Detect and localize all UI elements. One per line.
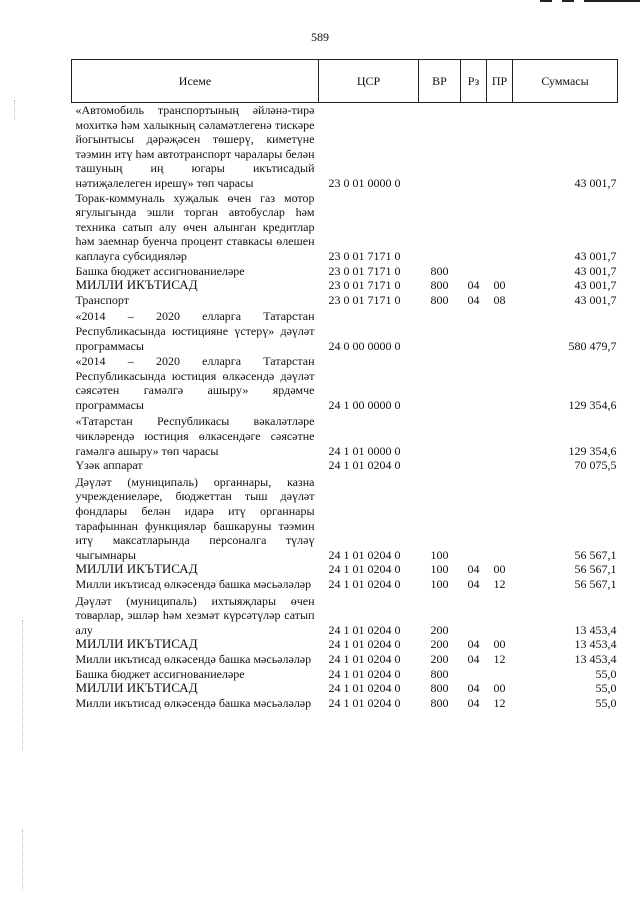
row-pr: 08	[493, 292, 506, 307]
row-pr	[487, 592, 513, 638]
row-pr: 00	[493, 681, 506, 696]
table-row	[72, 293, 618, 308]
row-sum: 55,0	[595, 695, 617, 710]
row-pr: 12	[493, 695, 506, 710]
row-name: Башка бюджет ассигнованиеләре	[75, 666, 245, 681]
budget-table	[71, 59, 618, 710]
margin-mark	[22, 620, 24, 750]
row-pr	[487, 191, 513, 264]
row-name: «Татарстан Республикасы вәкаләтләре чикләрендә юстиция өлкәсендәге сәясәтне гамәлгә ашыру» төп чарасы	[75, 414, 315, 458]
row-csr: 24 1 01 0204 0	[328, 577, 401, 591]
corner-mark	[584, 0, 640, 2]
row-name: Дәүләт (муниципаль) ихтыяҗлары өчен товарлар, эшләр һәм хезмәт күрсәтүләр сатып алу	[75, 593, 315, 637]
row-rz	[461, 592, 487, 638]
row-pr	[487, 458, 513, 473]
table-row	[72, 696, 618, 711]
row-vr: 100	[430, 577, 449, 591]
row-sum: 13 453,4	[574, 637, 617, 652]
row-sum: 55,0	[595, 681, 617, 696]
row-name: Милли икътисад өлкәсендә башка мәсьәләләр	[75, 695, 312, 710]
row-sum: 56 567,1	[574, 562, 617, 577]
table-row	[72, 458, 618, 473]
row-csr: 23 0 01 7171 0	[328, 278, 401, 293]
margin-mark	[14, 100, 16, 120]
table-row	[72, 652, 618, 667]
col-header-pr: ПР	[487, 60, 513, 103]
row-vr: 800	[430, 695, 449, 710]
table-row	[72, 264, 618, 279]
row-vr	[419, 307, 461, 353]
row-vr: 200	[430, 622, 449, 637]
row-rz: 04	[467, 695, 480, 710]
row-pr	[487, 103, 513, 191]
row-pr: 00	[493, 637, 506, 652]
row-name: «2014 – 2020 елларга Татарстан Республикасында юстиция өлкәсендә дәүләт сәясәтен гамәлгә ашыру» ярдәмче программасы	[75, 354, 315, 412]
row-name: МИЛЛИ ИКЪТИСАД	[75, 636, 198, 652]
row-sum: 13 453,4	[574, 622, 617, 637]
row-name: Милли икътисад өлкәсендә башка мәсьәләләр	[75, 651, 312, 666]
row-rz: 04	[467, 681, 480, 696]
table-row	[72, 473, 618, 563]
row-csr: 24 1 00 0000 0	[328, 397, 401, 412]
row-rz: 04	[467, 651, 480, 666]
row-name: Дәүләт (муниципаль) органнары, казна учреждениеләре, бюджеттан тыш дәүләт фондлары белән идарә итү органнары тарафыннан функцияләр башкаруны тәэмин итү максатларында персоналга түләү чыгымнары	[75, 474, 315, 562]
row-rz: 04	[467, 637, 480, 652]
row-csr: 24 1 01 0204 0	[328, 637, 401, 652]
col-header-vr: ВР	[419, 60, 461, 103]
row-csr: 24 1 01 0204 0	[328, 562, 401, 577]
row-sum: 56 567,1	[574, 577, 617, 591]
row-vr: 800	[430, 666, 449, 681]
row-rz	[461, 353, 487, 412]
table-row	[72, 577, 618, 592]
row-vr	[419, 353, 461, 412]
row-sum: 129 354,6	[568, 397, 617, 412]
row-name: Торак-коммуналь хуҗалык өчен газ мотор ягулыгында эшли торган автобуслар һәм техника сатып алу өчен алынган кредитлар һәм заемнар буенча процент ставкасы өлешен каплауга субсидияләр	[75, 190, 315, 263]
row-csr: 23 0 01 7171 0	[328, 263, 401, 278]
row-sum: 56 567,1	[574, 547, 617, 562]
row-vr: 800	[430, 681, 449, 696]
row-vr: 800	[430, 263, 449, 278]
row-csr: 24 0 00 0000 0	[328, 338, 401, 353]
row-rz	[461, 412, 487, 458]
row-name: «Автомобиль транспортының әйләнә-тирә мохиткә һәм халыкның сәламәтлегенә тискәре йогынтысы дәрәҗәсен төшерү, киметүне тәэмин итү һәм автотранспорт чаралары белән ташуның иң югары икътисадый нәтиҗәлелеген ирешү» төп чарасы	[75, 103, 315, 190]
row-csr: 24 1 01 0204 0	[328, 547, 401, 562]
col-header-rz: Рз	[461, 60, 487, 103]
row-csr: 24 1 01 0204 0	[328, 666, 401, 681]
row-rz	[461, 103, 487, 191]
page-number: 589	[311, 30, 329, 44]
table-row	[72, 278, 618, 293]
row-vr: 100	[430, 547, 449, 562]
row-sum: 43 001,7	[574, 292, 617, 307]
col-header-sum: Суммасы	[513, 60, 618, 103]
row-sum: 43 001,7	[574, 248, 617, 263]
row-pr	[487, 307, 513, 353]
row-csr: 24 1 01 0204 0	[328, 651, 401, 666]
row-vr	[419, 191, 461, 264]
row-sum: 55,0	[595, 666, 617, 681]
row-vr: 800	[430, 292, 449, 307]
row-sum: 580 479,7	[568, 338, 617, 353]
row-vr: 200	[430, 637, 449, 652]
row-rz: 04	[467, 278, 480, 293]
table-row	[72, 191, 618, 264]
row-csr: 24 1 01 0000 0	[328, 443, 401, 458]
row-vr: 200	[430, 651, 449, 666]
table-row	[72, 562, 618, 577]
table-header-row	[72, 60, 618, 103]
row-csr: 24 1 01 0204 0	[328, 458, 401, 473]
row-sum: 129 354,6	[568, 443, 617, 458]
row-pr	[487, 412, 513, 458]
table-row	[72, 307, 618, 353]
row-sum: 43 001,7	[574, 263, 617, 278]
corner-mark	[562, 0, 574, 2]
row-name: Милли икътисад өлкәсендә башка мәсьәләләр	[75, 577, 312, 591]
row-sum: 43 001,7	[574, 175, 617, 190]
row-pr: 00	[493, 562, 506, 577]
table-row	[72, 637, 618, 652]
row-pr	[487, 353, 513, 412]
row-pr	[487, 264, 513, 279]
row-vr	[419, 458, 461, 473]
row-csr: 24 1 01 0204 0	[328, 622, 401, 637]
row-pr	[487, 473, 513, 563]
row-name: МИЛЛИ ИКЪТИСАД	[75, 561, 198, 577]
row-pr: 00	[493, 278, 506, 293]
row-rz	[461, 191, 487, 264]
row-rz	[461, 667, 487, 682]
table-row	[72, 681, 618, 696]
row-pr	[487, 667, 513, 682]
corner-mark	[540, 0, 552, 2]
row-sum: 13 453,4	[574, 651, 617, 666]
row-vr	[419, 412, 461, 458]
row-name: Башка бюджет ассигнованиеләре	[75, 263, 245, 278]
row-name: МИЛЛИ ИКЪТИСАД	[75, 680, 198, 696]
row-csr: 24 1 01 0204 0	[328, 681, 401, 696]
row-rz	[461, 307, 487, 353]
row-rz	[461, 458, 487, 473]
row-rz	[461, 264, 487, 279]
margin-mark	[22, 830, 24, 890]
col-header-csr: ЦСР	[319, 60, 419, 103]
row-sum: 43 001,7	[574, 278, 617, 293]
table-row	[72, 592, 618, 638]
row-csr: 23 0 01 7171 0	[328, 292, 401, 307]
table-row	[72, 353, 618, 412]
row-csr: 24 1 01 0204 0	[328, 695, 401, 710]
row-csr: 23 0 01 0000 0	[328, 175, 401, 190]
row-name: Үзәк аппарат	[75, 458, 143, 473]
row-rz	[461, 473, 487, 563]
row-sum: 70 075,5	[574, 458, 617, 473]
row-rz: 04	[467, 292, 480, 307]
row-pr: 12	[493, 577, 506, 591]
row-rz: 04	[467, 562, 480, 577]
row-name: Транспорт	[75, 292, 129, 307]
row-vr	[419, 103, 461, 191]
row-rz: 04	[467, 577, 480, 591]
table-row	[72, 412, 618, 458]
row-name: «2014 – 2020 елларга Татарстан Республикасында юстицияне үстерү» дәүләт программасы	[75, 309, 315, 353]
table-row	[72, 103, 618, 191]
col-header-name: Исеме	[72, 60, 319, 103]
row-vr: 100	[430, 562, 449, 577]
row-pr: 12	[493, 651, 506, 666]
row-csr: 23 0 01 7171 0	[328, 248, 401, 263]
table-row	[72, 667, 618, 682]
row-name: МИЛЛИ ИКЪТИСАД	[75, 277, 198, 293]
row-vr: 800	[430, 278, 449, 293]
